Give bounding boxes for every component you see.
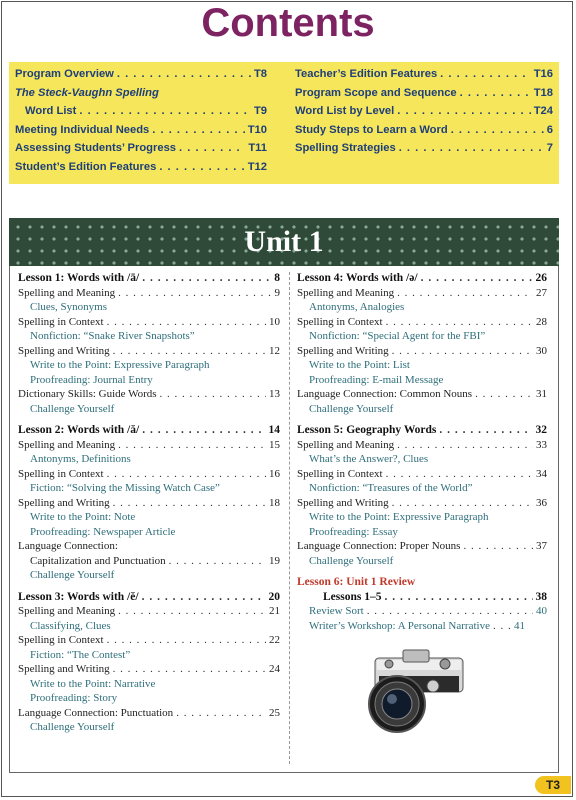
toc-entry[interactable]: Spelling and Meaning . . . 33 — [297, 438, 547, 453]
toc-entry[interactable]: Program Overview . . . T8 — [15, 68, 267, 87]
toc-entry[interactable]: Language Connection: — [18, 540, 118, 552]
toc-subentry: Fiction: “The Contest” — [30, 648, 131, 661]
toc-subentry: Fiction: “Solving the Missing Watch Case” — [30, 482, 220, 494]
toc-entry[interactable]: Spelling and Meaning . . . 15 — [18, 438, 280, 453]
toc-entry[interactable]: Spelling in Context . . . 28 — [297, 315, 547, 330]
toc-entry[interactable]: Assessing Students’ Progress . . . T11 — [15, 142, 267, 161]
toc-entry[interactable]: Study Steps to Learn a Word . . . 6 — [295, 124, 553, 143]
lesson-heading[interactable]: Lesson 4: Words with /ə/ . . . 26 — [297, 271, 547, 286]
toc-entry[interactable]: Spelling and Meaning . . . 21 — [18, 604, 280, 619]
toc-subentry: Antonyms, Definitions — [30, 453, 131, 465]
toc-subentry: Challenge Yourself — [30, 402, 115, 415]
camera-illustration — [355, 646, 467, 734]
toc-entry[interactable]: Spelling in Context . . . 34 — [297, 467, 547, 482]
page-number: T3 — [535, 776, 571, 794]
toc-entry[interactable]: Language Connection: Proper Nouns . . . 37 — [297, 539, 547, 554]
toc-subentry[interactable]: Writer’s Workshop: A Personal Narrative . . . 41 — [297, 619, 547, 634]
overview-box — [9, 62, 559, 184]
toc-subentry: Nonfiction: “Special Agent for the FBI” — [309, 330, 486, 342]
toc-entry[interactable]: The Steck-Vaughn Spelling — [15, 86, 159, 99]
toc-subentry: Write to the Point: Note — [30, 511, 136, 523]
toc-entry[interactable]: Spelling and Writing . . . 30 — [297, 344, 547, 359]
column-divider — [289, 272, 290, 764]
toc-entry[interactable]: Spelling in Context . . . 16 — [18, 467, 280, 482]
toc-subentry: What’s the Answer?, Clues — [309, 453, 429, 465]
toc-subentry: Proofreading: E-mail Message — [309, 373, 444, 386]
toc-subentry: Nonfiction: “Snake River Snapshots” — [30, 330, 195, 342]
toc-subentry: Proofreading: Story — [30, 692, 118, 704]
toc-entry[interactable]: Spelling and Writing . . . 18 — [18, 496, 280, 511]
toc-subentry: Challenge Yourself — [309, 554, 394, 567]
toc-subentry: Proofreading: Newspaper Article — [30, 525, 176, 538]
toc-entry[interactable]: Spelling in Context . . . 10 — [18, 315, 280, 330]
toc-entry[interactable]: Spelling and Writing . . . 12 — [18, 344, 280, 359]
toc-subentry: Nonfiction: “Treasures of the World” — [309, 482, 473, 494]
lesson-heading[interactable]: Lesson 3: Words with /ĕ/ . . . 20 — [18, 590, 280, 605]
lesson-heading[interactable]: Lesson 5: Geography Words . . . 32 — [297, 423, 547, 438]
toc-entry[interactable]: Student’s Edition Features . . . T12 — [15, 161, 267, 180]
toc-subentry: Challenge Yourself — [30, 569, 115, 581]
toc-subentry: Write to the Point: Expressive Paragraph — [30, 359, 210, 371]
page-title: Contents — [201, 1, 375, 45]
overview-left-column — [15, 68, 267, 180]
toc-entry[interactable]: Language Connection: Common Nouns . . . 31 — [297, 387, 547, 402]
toc-entry[interactable]: Spelling Strategies . . . 7 — [295, 142, 553, 161]
toc-entry[interactable]: Spelling and Meaning . . . 9 — [18, 286, 280, 301]
toc-entry[interactable]: Program Scope and Sequence . . . T18 — [295, 87, 553, 106]
toc-subentry: Antonyms, Analogies — [309, 301, 405, 313]
toc-subentry: Challenge Yourself — [30, 721, 115, 733]
toc-subentry: Proofreading: Essay — [309, 525, 398, 538]
lesson-heading-review[interactable]: Lesson 6: Unit 1 Review — [297, 576, 416, 588]
toc-entry[interactable]: Word List . . . T9 — [15, 105, 267, 124]
toc-entry[interactable]: Language Connection: Punctuation . . . 25 — [18, 706, 280, 721]
lesson-heading[interactable]: Lesson 2: Words with /ă/ . . . 14 — [18, 423, 280, 438]
toc-entry[interactable]: Spelling and Meaning . . . 27 — [297, 286, 547, 301]
toc-entry[interactable]: Lessons 1–5 . . . 38 — [297, 590, 547, 605]
toc-entry[interactable]: Capitalization and Punctuation . . . 19 — [18, 554, 280, 569]
toc-entry[interactable]: Spelling and Writing . . . 24 — [18, 662, 280, 677]
toc-entry[interactable]: Dictionary Skills: Guide Words . . . 13 — [18, 387, 280, 402]
toc-entry[interactable]: Teacher’s Edition Features . . . T16 — [295, 68, 553, 87]
toc-subentry: Proofreading: Journal Entry — [30, 373, 153, 386]
toc-subentry: Challenge Yourself — [309, 402, 394, 415]
toc-entry[interactable]: Spelling in Context . . . 22 — [18, 633, 280, 648]
unit-title: Unit 1 — [244, 225, 324, 258]
toc-entry[interactable]: Word List by Level . . . T24 — [295, 105, 553, 124]
unit-right-column — [297, 271, 547, 633]
toc-entry[interactable]: Spelling and Writing . . . 36 — [297, 496, 547, 511]
toc-subentry: Write to the Point: Expressive Paragraph — [309, 511, 489, 523]
toc-subentry: Write to the Point: List — [309, 359, 410, 371]
unit-left-column — [18, 271, 280, 735]
overview-right-column — [295, 68, 553, 161]
toc-subentry[interactable]: Review Sort . . . 40 — [297, 604, 547, 619]
toc-subentry: Write to the Point: Narrative — [30, 677, 156, 690]
lesson-heading[interactable]: Lesson 1: Words with /ā/ . . . 8 — [18, 271, 280, 286]
toc-entry[interactable]: Meeting Individual Needs . . . T10 — [15, 124, 267, 143]
toc-subentry: Classifying, Clues — [30, 619, 111, 632]
toc-subentry: Clues, Synonyms — [30, 301, 108, 313]
